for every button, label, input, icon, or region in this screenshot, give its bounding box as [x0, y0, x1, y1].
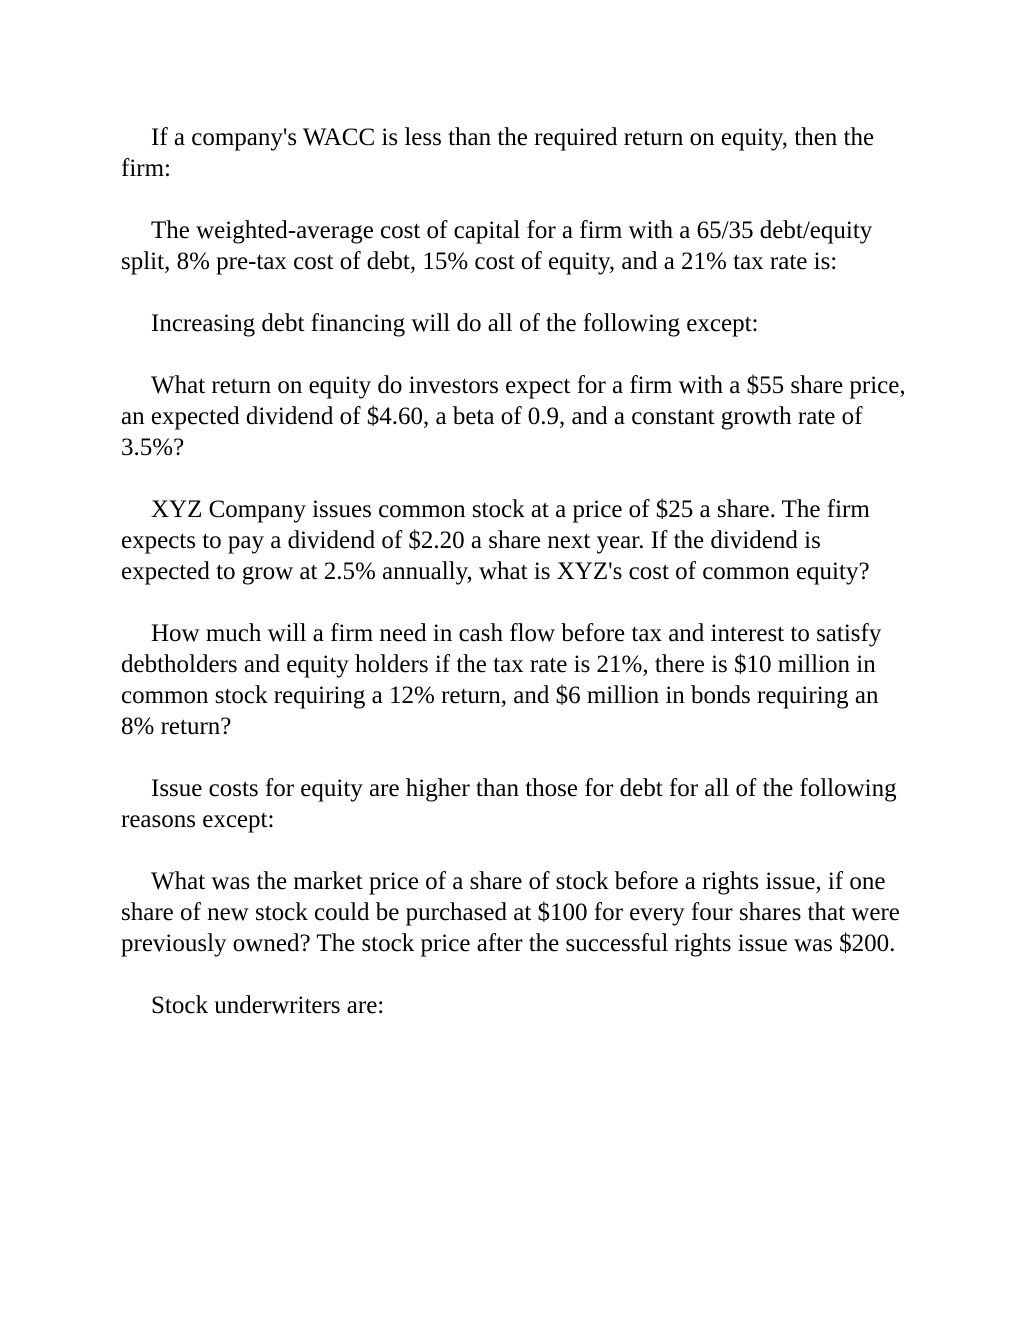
question-8: What was the market price of a share of stock before a rights issue, if one share of new stock could be purchased at $100 for every four shares that were previously owned? The stock price after the successful rights issue was $200. — [121, 868, 900, 957]
question-5: XYZ Company issues common stock at a price of $25 a share. The firm expects to pay a dividend of $2.20 a share next year. If the dividend is expected to grow at 2.5% annually, what is XYZ's cost of common equity? — [121, 496, 870, 585]
question-7: Issue costs for equity are higher than those for debt for all of the following reasons except: — [121, 775, 897, 833]
question-list — [121, 122, 911, 1052]
question-2: The weighted-average cost of capital for a firm with a 65/35 debt/equity split, 8% pre-tax cost of debt, 15% cost of equity, and a 21% tax rate is: — [121, 217, 873, 275]
question-9: Stock underwriters are: — [151, 992, 385, 1019]
question-4: What return on equity do investors expect for a firm with a $55 share price, an expected dividend of $4.60, a beta of 0.9, and a constant growth rate of 3.5%? — [121, 372, 906, 461]
question-1: If a company's WACC is less than the required return on equity, then the firm: — [121, 124, 875, 182]
question-3: Increasing debt financing will do all of the following except: — [151, 310, 759, 337]
question-6: How much will a firm need in cash flow before tax and interest to satisfy debtholders and equity holders if the tax rate is 21%, there is $10 million in common stock requiring a 12% return, and $6 million in bonds requiring an 8% return? — [121, 620, 882, 740]
